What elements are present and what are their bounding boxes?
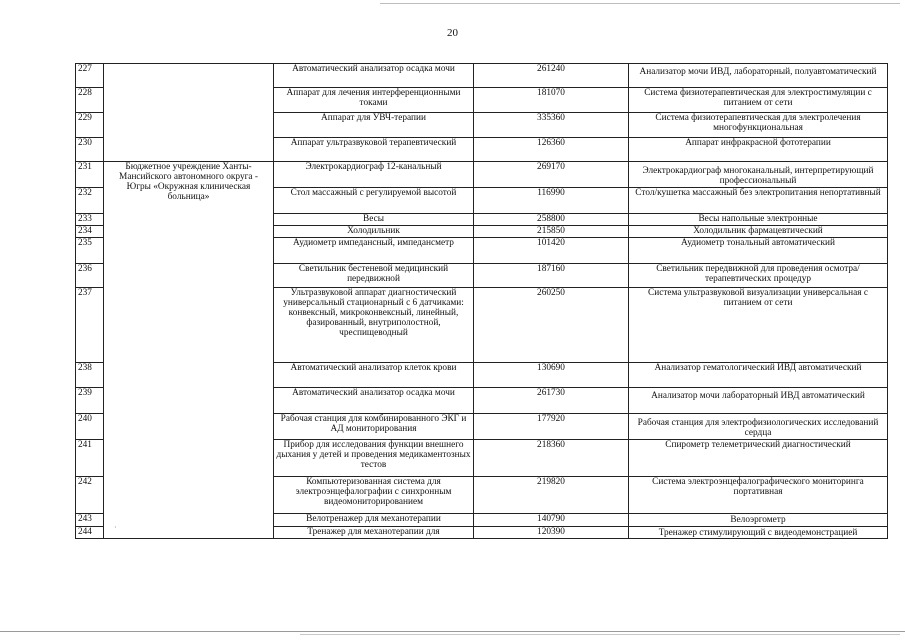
- table-row: [76, 64, 888, 88]
- equipment-name: Тренажер для механотерапии для: [274, 527, 474, 539]
- scan-edge-line-top: [380, 3, 900, 4]
- equipment-code: 335360: [474, 113, 629, 138]
- equipment-name: Автоматический анализатор осадка мочи: [274, 388, 474, 414]
- equipment-name: Велотренажер для механотерапии: [274, 514, 474, 527]
- equipment-name: Ультразвуковой аппарат диагностический универсальный стационарный с 6 датчиками: конвексный, микроконвексный, линейный, фазированный, внутриполостной, чреспищеводный: [274, 288, 474, 363]
- row-number: 239: [76, 388, 104, 414]
- equipment-name: Аппарат ультразвуковой терапевтический: [274, 138, 474, 162]
- row-number: 229: [76, 113, 104, 138]
- row-number: 230: [76, 138, 104, 162]
- row-number: 242: [76, 477, 104, 514]
- row-number: 237: [76, 288, 104, 363]
- equipment-code: 215850: [474, 226, 629, 238]
- equipment-code: 120390: [474, 527, 629, 539]
- equipment-code: 177920: [474, 414, 629, 440]
- equipment-code: 187160: [474, 264, 629, 288]
- equipment-type: Анализатор мочи лабораторный ИВД автоматический: [629, 388, 888, 414]
- scan-edge-line-bottom: [0, 631, 905, 632]
- equipment-code: 140790: [474, 514, 629, 527]
- equipment-code: 218360: [474, 440, 629, 477]
- equipment-table: [75, 63, 888, 539]
- equipment-type: Тренажер стимулирующий с видеодемонстрацией: [629, 527, 888, 539]
- equipment-code: 269170: [474, 162, 629, 188]
- equipment-name: Автоматический анализатор клеток крови: [274, 363, 474, 388]
- equipment-type: Холодильник фармацевтический: [629, 226, 888, 238]
- equipment-type: Рабочая станция для электрофизиологических исследований сердца: [629, 414, 888, 440]
- scan-edge-line-bottom-secondary: [300, 634, 900, 635]
- equipment-code: 261730: [474, 388, 629, 414]
- row-number: 232: [76, 188, 104, 214]
- equipment-type: Система электроэнцефалографического мониторинга портативная: [629, 477, 888, 514]
- organization-cell-empty: [104, 64, 274, 162]
- equipment-name: Аппарат для УВЧ-терапии: [274, 113, 474, 138]
- equipment-name: Весы: [274, 214, 474, 226]
- equipment-type: Электрокардиограф многоканальный, интерпретирующий профессиональный: [629, 162, 888, 188]
- equipment-code: 116990: [474, 188, 629, 214]
- row-number: 228: [76, 88, 104, 113]
- row-number: 227: [76, 64, 104, 88]
- table-row: [76, 162, 888, 188]
- equipment-name: Автоматический анализатор осадка мочи: [274, 64, 474, 88]
- equipment-type: Анализатор мочи ИВД, лабораторный, полуавтоматический: [629, 64, 888, 88]
- equipment-code: 130690: [474, 363, 629, 388]
- equipment-name: Аппарат для лечения интерференционными токами: [274, 88, 474, 113]
- row-number: 235: [76, 238, 104, 264]
- scan-speck: ·: [114, 523, 117, 532]
- page-number: 20: [447, 27, 458, 39]
- equipment-name: Компьютеризованная система для электроэнцефалографии с синхронным видеомониторированием: [274, 477, 474, 514]
- organization-name: Бюджетное учреждение Ханты-Мансийского автономного округа - Югры «Окружная клиническая больница»: [104, 162, 274, 539]
- equipment-type: Система физиотерапевтическая для электростимуляции с питанием от сети: [629, 88, 888, 113]
- equipment-code: 101420: [474, 238, 629, 264]
- equipment-type: Светильник передвижной для проведения осмотра/терапевтических процедур: [629, 264, 888, 288]
- row-number: 238: [76, 363, 104, 388]
- equipment-code: 258800: [474, 214, 629, 226]
- equipment-code: 181070: [474, 88, 629, 113]
- equipment-name: Стол массажный с регулируемой высотой: [274, 188, 474, 214]
- equipment-name: Аудиометр импедансный, импедансметр: [274, 238, 474, 264]
- row-number: 233: [76, 214, 104, 226]
- equipment-type: Стол/кушетка массажный без электропитания непортативный: [629, 188, 888, 214]
- equipment-type: Система ультразвуковой визуализации универсальная с питанием от сети: [629, 288, 888, 363]
- equipment-type: Система физиотерапевтическая для электролечения многофункциональная: [629, 113, 888, 138]
- equipment-code: 260250: [474, 288, 629, 363]
- equipment-code: 261240: [474, 64, 629, 88]
- equipment-type: Весы напольные электронные: [629, 214, 888, 226]
- equipment-type: Анализатор гематологический ИВД автоматический: [629, 363, 888, 388]
- equipment-type: Спирометр телеметрический диагностический: [629, 440, 888, 477]
- equipment-name: Холодильник: [274, 226, 474, 238]
- equipment-name: Прибор для исследования функции внешнего дыхания у детей и проведения медикаментозных тестов: [274, 440, 474, 477]
- row-number: 241: [76, 440, 104, 477]
- equipment-code: 126360: [474, 138, 629, 162]
- equipment-code: 219820: [474, 477, 629, 514]
- row-number: 234: [76, 226, 104, 238]
- row-number: 244: [76, 527, 104, 539]
- row-number: 240: [76, 414, 104, 440]
- row-number: 236: [76, 264, 104, 288]
- row-number: 243: [76, 514, 104, 527]
- equipment-type: Аудиометр тональный автоматический: [629, 238, 888, 264]
- row-number: 231: [76, 162, 104, 188]
- equipment-name: Электрокардиограф 12-канальный: [274, 162, 474, 188]
- equipment-type: Велоэргометр: [629, 514, 888, 527]
- equipment-type: Аппарат инфракрасной фототерапии: [629, 138, 888, 162]
- equipment-name: Рабочая станция для комбинированного ЭКГ и АД мониторирования: [274, 414, 474, 440]
- equipment-name: Светильник бестеневой медицинский передвижной: [274, 264, 474, 288]
